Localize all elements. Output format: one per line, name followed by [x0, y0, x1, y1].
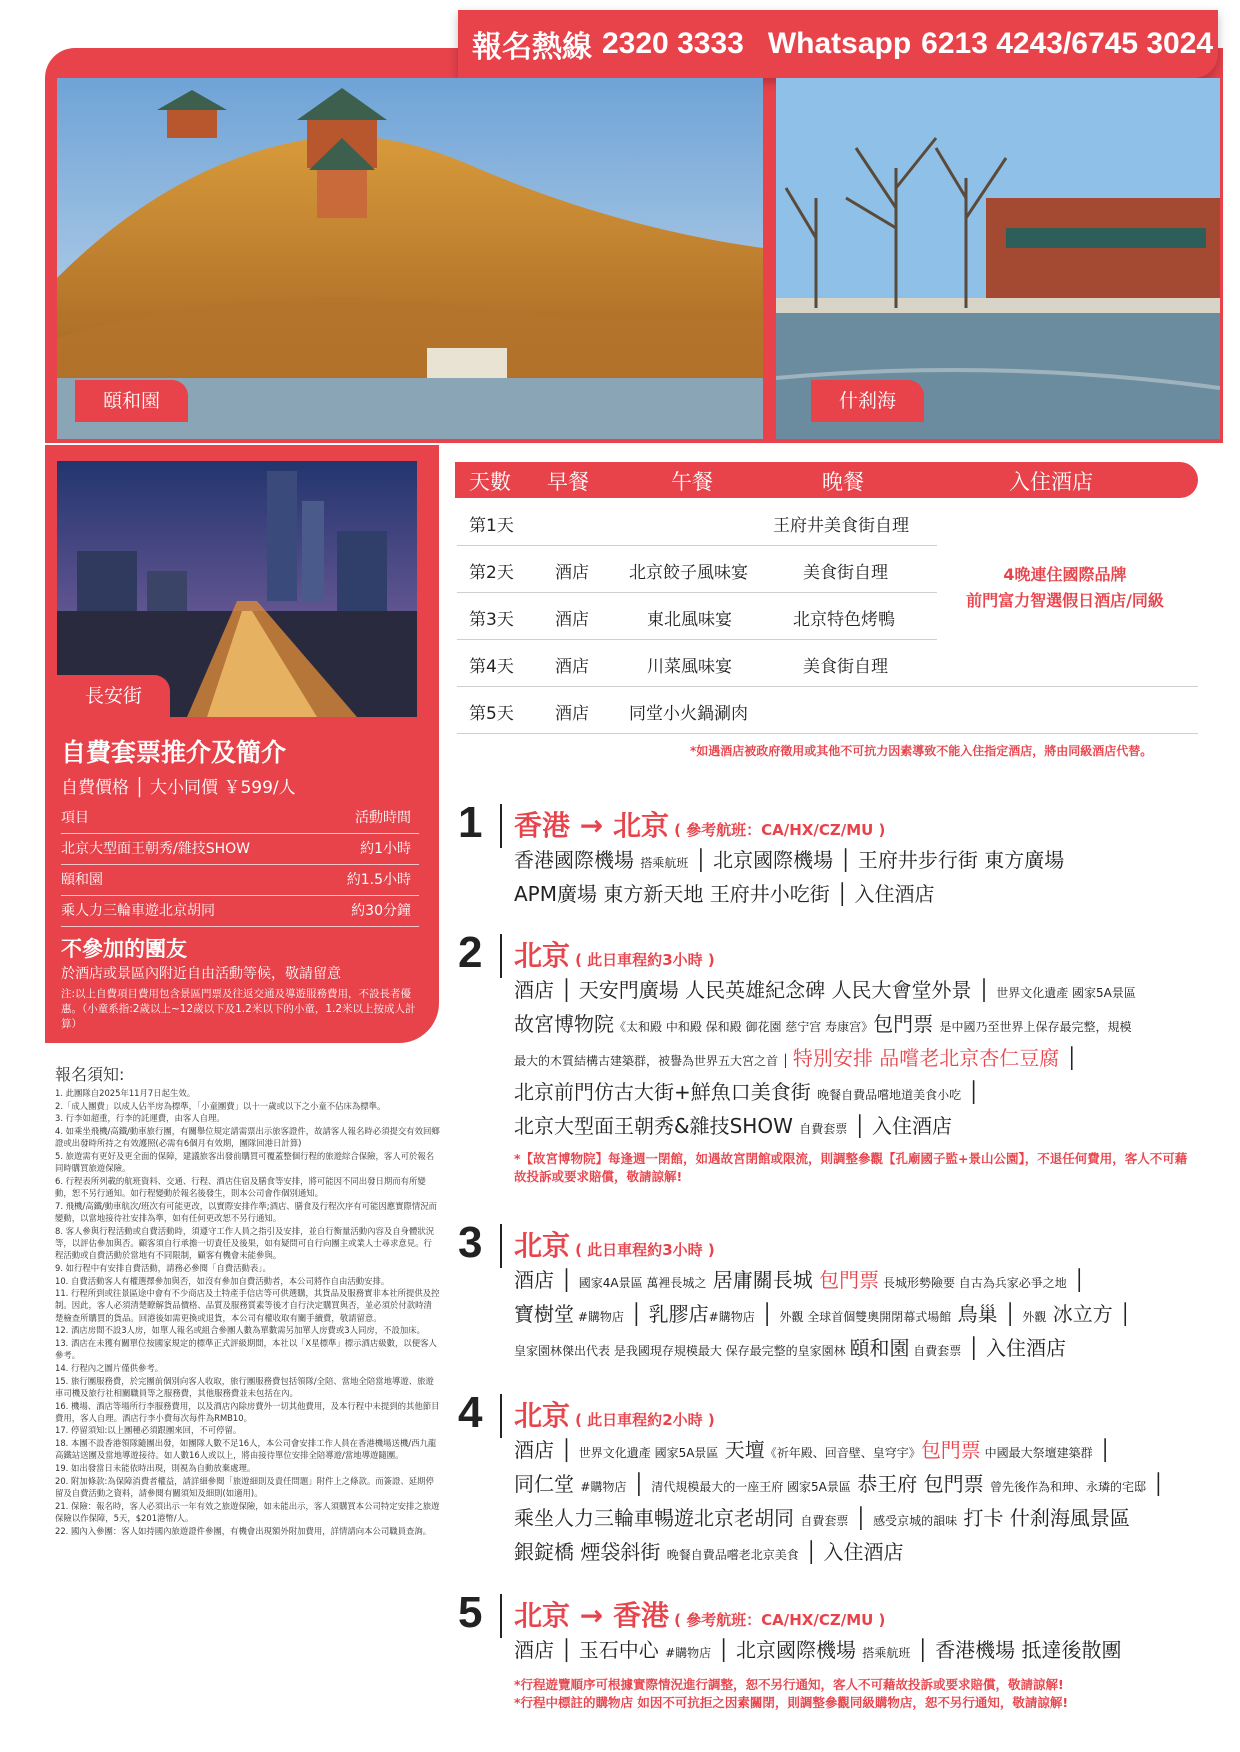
table-row — [61, 896, 419, 927]
header-lunch: 午餐 — [671, 470, 713, 494]
day-line — [514, 1264, 1085, 1293]
day-subtitle: ( 此日車程約3小時 ) — [575, 951, 715, 969]
line-text: 冰立方 │ — [1046, 1302, 1132, 1326]
summer-palace-label: 頤和園 — [75, 380, 188, 422]
header-hotel: 入住酒店 — [1009, 470, 1093, 494]
line-text: 酒店 │ — [514, 1438, 579, 1462]
changan-street-label: 長安街 — [57, 675, 170, 717]
whatsapp-label: Whatsapp — [767, 27, 912, 60]
line-text: APM廣場 東方新天地 王府井小吃街 │ 入住酒店 — [514, 882, 935, 906]
list-item: 21. 保險：報名時，客人必須出示一年有效之旅遊保險，如未能出示，客人須購買本公司特定安排之旅遊保險以作保障，5天，$201港幣/人。 — [55, 1500, 440, 1523]
table-row — [61, 865, 419, 896]
optional-package-table — [61, 803, 419, 927]
list-item: 6. 行程表所列載的航班資料、交通、行程、酒店住宿及膳食等安排，將可能因不同出發日期而有所變動，恕不另行通知。如行程變動於報名後發生，則本公司會作個別通知。 — [55, 1175, 426, 1199]
day-subtitle: ( 參考航班：CA/HX/CZ/MU ) — [674, 821, 886, 839]
day-number: 5 — [458, 1588, 483, 1637]
hotel-note — [930, 562, 1200, 614]
day-line — [514, 1110, 952, 1139]
row-item: 北京大型面王朝秀/雜技SHOW — [61, 841, 250, 857]
line-note: 自費套票 — [800, 1514, 849, 1528]
line-text: 酒店 │ 玉石中心 — [514, 1638, 666, 1662]
optional-table-header — [61, 803, 419, 834]
line-text: 居庸關長城 — [706, 1268, 820, 1292]
line-note: 曾先後作為和珅、永璘的宅邸 — [989, 1480, 1146, 1494]
list-item: 14. 行程內之圖片僅供參考。 — [55, 1362, 164, 1373]
day-line — [514, 1298, 1131, 1327]
line-text: │ — [754, 1302, 780, 1326]
day-route: 北京 — [514, 939, 571, 972]
day-divider — [500, 1594, 502, 1638]
day-title — [514, 934, 715, 974]
row-dinner: 北京特色烤鴨 — [793, 610, 895, 630]
line-text: │ — [1145, 1472, 1165, 1496]
day-divider — [500, 934, 502, 978]
line-note: 清代規模最大的一座王府 國家5A景區 — [651, 1480, 851, 1494]
row-lunch: 同堂小火鍋涮肉 — [629, 704, 748, 724]
hotline-banner — [458, 10, 1218, 78]
line-note: 世界文化遺產 國家5A景區 — [996, 986, 1136, 1000]
line-note: 國家4A景區 萬裡長城之 — [578, 1276, 707, 1290]
list-item: 7. 飛機/高鐵/動車航次/班次有可能更改，以實際安排作準;酒店、膳食及行程次序有可能因應實際情況而變動，以當地接待社安排為準，如有任何更改恕不另行通知。 — [55, 1200, 438, 1224]
day-subtitle: ( 此日車程約2小時 ) — [575, 1411, 715, 1429]
row-dinner: 王府井美食街自理 — [773, 516, 909, 536]
line-text: │ — [1092, 1438, 1112, 1462]
whatsapp-numbers[interactable]: 6213 4243/6745 3024 — [921, 27, 1214, 60]
order-adjust-note: *行程遊覽順序可根據實際情況進行調整，恕不另行通知，客人不可藉故投訴或要求賠償，敬請諒解! — [514, 1677, 1064, 1692]
line-note: 感受京城的韻味 — [873, 1514, 958, 1528]
hotel-replacement-note: *如遇酒店被政府徵用或其他不可抗力因素導致不能入住指定酒店，將由同級酒店代替。 — [690, 744, 1153, 758]
line-note: #購物店 — [574, 1310, 624, 1324]
row-time: 約30分鐘 — [351, 903, 411, 919]
day-number: 1 — [458, 798, 483, 847]
line-highlight: 包門票 — [920, 1438, 981, 1462]
line-note: 皇家園林傑出代表 是我國現存規模最大 保存最完整的皇家園林 — [514, 1344, 850, 1358]
hotline-phone[interactable]: 2320 3333 — [602, 27, 744, 60]
line-text: 故宮博物院 — [514, 1012, 614, 1036]
line-text: 香港國際機場 — [514, 848, 641, 872]
schedule-row-day5 — [457, 687, 1198, 734]
row-lunch: 東北風味宴 — [647, 610, 732, 630]
day-title — [514, 1224, 715, 1264]
list-item: 16. 機場、酒店等場所行李服務費用，以及酒店內除房費外一切其他費用，及本行程中未提到的其他節目費用，客人自理。酒店行李小費每次每件為RMB10。 — [55, 1400, 440, 1423]
row-dinner: 美食街自理 — [803, 563, 888, 583]
day-number: 4 — [458, 1388, 483, 1437]
row-day: 第2天 — [469, 563, 514, 583]
line-text: │ 香港機場 抵達後散團 — [910, 1638, 1122, 1662]
line-text: 北京大型面王朝秀&雜技SHOW — [514, 1114, 800, 1138]
list-item: 10. 自費活動客人有權選擇參加與否，如沒有參加自費活動者，本公司將作自由活動安排。 — [55, 1275, 390, 1286]
line-note: #購物店 — [580, 1480, 627, 1494]
line-text: 包門票 — [873, 1012, 940, 1036]
line-text: 天壇 — [718, 1438, 765, 1462]
line-text: │ 入住酒店 — [798, 1540, 904, 1564]
line-note: 中國最大祭壇建築群 — [980, 1446, 1093, 1460]
header-day: 天數 — [469, 470, 511, 494]
list-item: 17. 停留須知:以上團種必須跟團來回，不可停留。 — [55, 1425, 242, 1436]
day-line — [514, 974, 1136, 1003]
line-text: │ — [1004, 1302, 1023, 1326]
line-text: 乘坐人力三輪車暢遊北京老胡同 — [514, 1506, 801, 1530]
row-day: 第5天 — [469, 704, 514, 724]
row-item: 頤和園 — [61, 872, 103, 888]
day-subtitle: ( 此日車程約3小時 ) — [575, 1241, 715, 1259]
line-text: 恭王府 包門票 — [850, 1472, 990, 1496]
line-note: 是中國乃至世界上保存最完整，規模 — [939, 1020, 1132, 1034]
line-text: │ 入住酒店 — [847, 1114, 952, 1138]
line-note: 晚餐自費品嚐地道美食小吃 — [817, 1088, 962, 1102]
day-line — [514, 1434, 1111, 1463]
day-divider — [500, 1224, 502, 1268]
line-highlight: 特別安排 品嚐老北京杏仁豆腐 — [792, 1046, 1060, 1070]
hotel-line2: 前門富力智選假日酒店/同級 — [966, 591, 1164, 610]
list-item: 3. 行李如超重，行李的託運費，由客人自理。 — [55, 1113, 225, 1124]
list-item: 19. 如出發當日未能依時出現，則視為自動放棄處理。 — [55, 1463, 256, 1474]
day-title — [514, 804, 885, 844]
line-note: #購物店 — [708, 1310, 755, 1324]
row-day: 第3天 — [469, 610, 514, 630]
line-text: 酒店 │ — [514, 1268, 579, 1292]
day-route: 北京 → 香港 — [514, 1599, 669, 1632]
day-line — [514, 1634, 1121, 1663]
registration-title: 報名須知: — [55, 1065, 125, 1084]
list-item: 2.「成人團費」以成人佔半房為標準，「小童團費」以十一歲或以下之小童不佔床為標準。 — [55, 1100, 386, 1111]
optional-package-panel — [45, 445, 439, 1043]
list-item: 5. 旅遊需有更好及更全面的保障，建議旅客出發前購買可覆蓋整個行程的旅遊綜合保險，客人可於報名同時購買旅遊保險。 — [55, 1151, 435, 1174]
row-breakfast: 酒店 — [555, 563, 589, 583]
row-breakfast: 酒店 — [555, 704, 589, 724]
row-lunch: 北京餃子風味宴 — [629, 563, 748, 583]
line-note: #購物店 — [665, 1646, 712, 1660]
table-row — [61, 834, 419, 865]
line-text: 鳥巢 — [951, 1302, 1005, 1326]
line-text: │ — [626, 1472, 652, 1496]
list-item: 18. 本團不設香港領隊隨團出發，如團隊人數不足16人，本公司會安排工作人員在香港機場送機/西九龍高鐵站送團及當地導遊接待。如人數16人或以上，將由接待單位安排全陪導遊/當地導遊隨團。 — [55, 1438, 437, 1461]
shichahai-label: 什刹海 — [811, 380, 924, 422]
day-line — [514, 1076, 980, 1105]
line-note: 外觀 全球首個雙奧開閉幕式場館 — [779, 1310, 952, 1324]
line-note: 最大的木質結構古建築群，被譽為世界五大宮之首 │ — [514, 1054, 793, 1068]
line-text: 打卡 什刹海風景區 — [957, 1506, 1130, 1530]
line-note: 長城形勢險要 自古為兵家必爭之地 — [879, 1276, 1067, 1290]
day-line — [514, 844, 1064, 873]
nojoin-text: 於酒店或景區內附近自由活動等候，敬請留意 — [61, 966, 341, 982]
optional-package-price: 自費價格 │ 大小同價 ￥599/人 — [61, 778, 296, 798]
nojoin-note: 注:以上自費項目費用包含景區門票及往返交通及導遊服務費用，不設長者優惠。（小童系指:2歲以上~12歲以下及1.2米以下的小童，1.2米以上按成人計算） — [61, 988, 416, 1030]
header-breakfast: 早餐 — [547, 470, 589, 494]
palace-closure-note: *【故宮博物院】每逢週一閉館，如遇故宮閉館或限流，則調整參觀【孔廟國子監+景山公園】，不退任何費用，客人不可藉故投訴或要求賠償，敬請諒解! — [514, 1151, 1188, 1184]
day-number: 2 — [458, 928, 483, 977]
line-text: │ — [1059, 1046, 1078, 1070]
line-text: 酒店 │ 天安門廣場 人民英雄紀念碑 人民大會堂外景 │ — [514, 978, 997, 1002]
schedule-row-day2 — [457, 546, 937, 593]
day-line — [514, 1332, 1066, 1361]
day-line — [514, 1468, 1164, 1497]
row-day: 第4天 — [469, 657, 514, 677]
line-note: 晚餐自費品嚐老北京美食 — [666, 1548, 799, 1562]
row-day: 第1天 — [469, 516, 514, 536]
row-breakfast: 酒店 — [555, 610, 589, 630]
line-text: │ 北京國際機場 — [711, 1638, 863, 1662]
row-breakfast: 酒店 — [555, 657, 589, 677]
line-note: 《祈年殿、回音壁、皇穹宇》 — [764, 1446, 921, 1460]
list-item: 13. 酒店在未獲有關單位按國家規定的標準正式評級期間，本社以「X星標準」標示酒店級數，以便客人參考。 — [55, 1338, 437, 1361]
day-line — [514, 1502, 1130, 1531]
line-text: │ 北京國際機場 │ 王府井步行街 東方廣場 — [688, 848, 1065, 872]
list-item: 20. 附加條款:為保障消費者權益，請詳細參閱「旅遊細則及責任問題」附件上之條款。而簽證、延期停留及自費活動之資料，請參閱有關須知及細則(如適用)。 — [55, 1475, 434, 1498]
list-item: 11. 行程所到或往景區途中會有不少商店及土特產手信店等可供選購，其貨品及服務實非本社所提供及控制。因此，客人必須清楚瞭解貨品價格、品質及服務質素等後才自行決定購買與否，並必須於付款時清楚檢查所購買的貨品。回港後如需更換或退貨，本公司有權收取有關手續費，敬請留意。 — [55, 1288, 440, 1323]
line-text: 同仁堂 — [514, 1472, 581, 1496]
line-text: │ — [1066, 1268, 1086, 1292]
day-number: 3 — [458, 1218, 483, 1267]
day-divider — [500, 804, 502, 848]
line-note: 自費套票 — [909, 1344, 962, 1358]
line-text: 寶樹堂 — [514, 1302, 574, 1326]
row-item: 乘人力三輪車遊北京胡同 — [61, 903, 215, 919]
schedule-row-day1 — [457, 499, 937, 546]
column-item: 項目 — [61, 810, 89, 826]
hotline-label: 報名熱線 — [472, 31, 592, 64]
day-divider — [500, 1394, 502, 1438]
list-item: 22. 國內入參團：客人如持國內旅遊證件參團，有機會出現額外附加費用，詳情請向本公司職員查詢。 — [55, 1525, 432, 1536]
day-route: 北京 — [514, 1229, 571, 1262]
day-title — [514, 1394, 715, 1434]
line-text: │ — [961, 1080, 980, 1104]
schedule-row-day4 — [457, 640, 1198, 687]
line-text: 頤和園 — [849, 1336, 910, 1360]
day-line — [514, 1042, 1078, 1071]
line-text: │ 入住酒店 — [961, 1336, 1067, 1360]
list-item: 12. 酒店房間不設3人房，如單人報名或組合參團人數為單數需另加單人房費或3人同房，不設加床。 — [55, 1325, 426, 1336]
shop-adjust-note: *行程中標註的購物店 如因不可抗拒之因素關閉，則調整參觀同級購物店，恕不另行通知，敬請諒解! — [514, 1695, 1069, 1710]
line-note: 外觀 — [1022, 1310, 1047, 1324]
registration-list — [55, 1087, 440, 1537]
line-note: 自費套票 — [799, 1122, 848, 1136]
line-text: 銀錠橋 煙袋斜街 — [514, 1540, 667, 1564]
day-subtitle: ( 參考航班：CA/HX/CZ/MU ) — [674, 1611, 886, 1629]
day-line — [514, 878, 934, 907]
list-item: 15. 旅行團服務費，於完團前個別向客人收取，旅行團服務費包括領隊/全陪、當地全陪當地導遊、旅遊車司機及旅行社相關職員等之服務費，其他服務費並未包括在內。 — [55, 1375, 434, 1398]
day-route: 北京 — [514, 1399, 571, 1432]
header-dinner: 晚餐 — [822, 470, 864, 494]
row-time: 約1小時 — [360, 841, 411, 857]
line-text: 北京前門仿古大街+鮮魚口美食街 — [514, 1080, 818, 1104]
line-highlight: 包門票 — [819, 1268, 880, 1292]
day-route: 香港 → 北京 — [514, 809, 669, 842]
list-item: 1. 此團隊自2025年11月7日起生效。 — [55, 1088, 196, 1098]
list-item: 8. 客人參與行程活動或自費活動時，須遵守工作人員之指引及安排，並自行衡量活動內容及自身體狀況等，以評估參加與否。顧客須自行承擔一切責任及後果，如有疑問可自行向團主或業人士尋求意見。行程活動或自費活動於當地有不同限制，顧客有機會未能參與。 — [55, 1225, 435, 1261]
hotel-line1: 4晚連住國際品牌 — [1003, 565, 1127, 584]
row-time: 約1.5小時 — [346, 872, 411, 888]
line-note: 搭乘航班 — [640, 856, 689, 870]
optional-package-title: 自費套票推介及簡介 — [61, 738, 287, 767]
line-text: │ 乳膠店 — [623, 1302, 709, 1326]
schedule-header — [455, 462, 1198, 498]
list-item: 4. 如乘坐飛機/高鐵/動車旅行團，有關舉位規定請需票出示旅客證件，故請客人報名時必須提交有效回鄉證或出發時所持之有效護照(必需有6個月有效期，團隊回港日計算) — [55, 1126, 440, 1149]
row-lunch: 川菜風味宴 — [647, 657, 732, 677]
row-dinner: 美食街自理 — [803, 657, 888, 677]
nojoin-title: 不參加的團友 — [61, 937, 187, 961]
line-note: 《太和殿 中和殿 保和殿 御花園 慈宁宫 寿康宫》 — [614, 1020, 874, 1034]
day-title — [514, 1594, 885, 1634]
list-item: 9. 如行程中有安排自費活動，請務必參閱「自費活動表」。 — [55, 1262, 271, 1273]
line-text: │ — [848, 1506, 874, 1530]
line-note: 世界文化遺產 國家5A景區 — [578, 1446, 719, 1460]
column-time: 活動時間 — [355, 810, 411, 826]
day-line — [514, 1536, 904, 1565]
day-line — [514, 1008, 1131, 1037]
line-note: 搭乘航班 — [862, 1646, 911, 1660]
schedule-row-day3 — [457, 593, 937, 640]
